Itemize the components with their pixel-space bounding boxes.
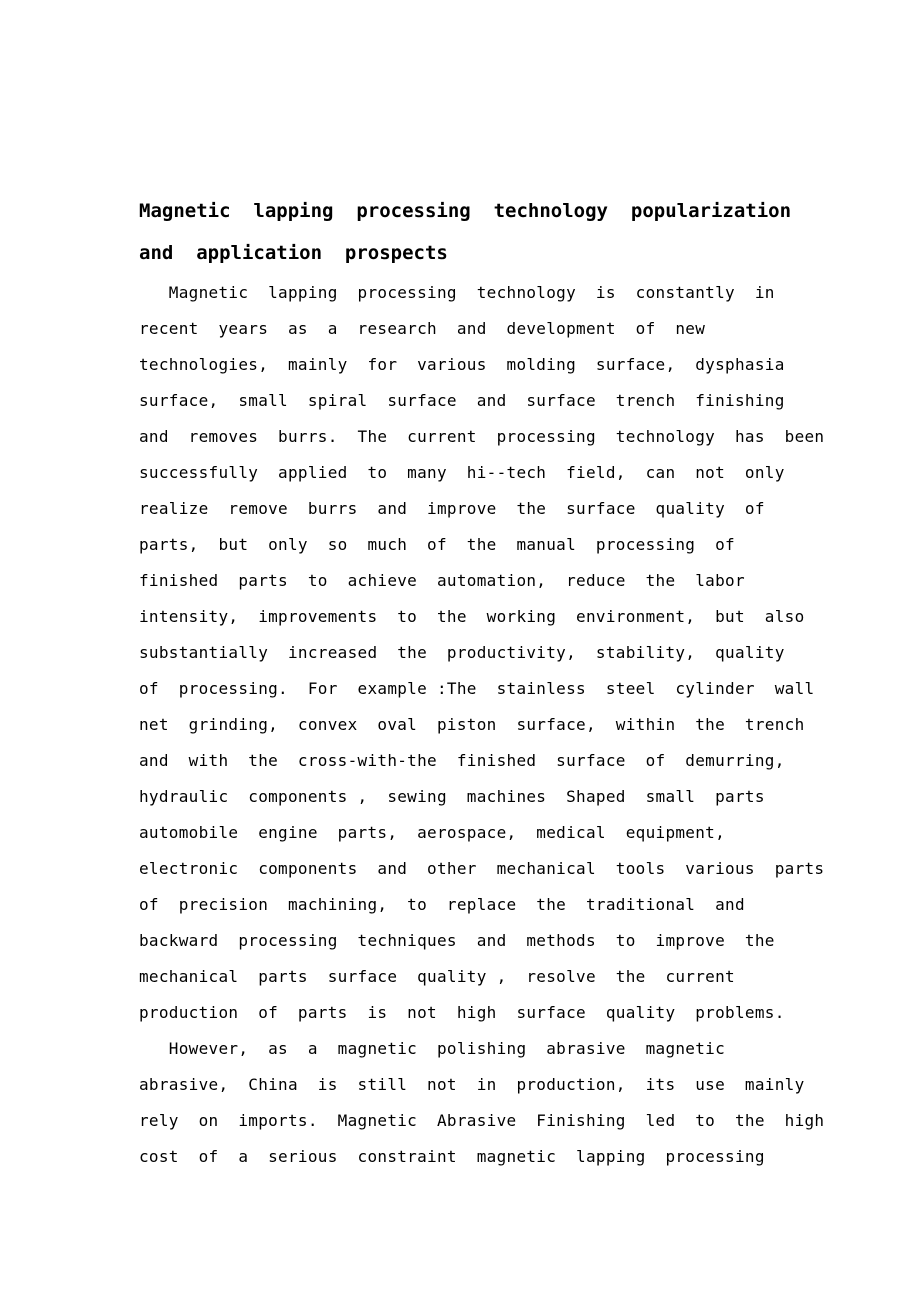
document-title-line-2: and application prospects bbox=[139, 242, 448, 264]
body-text-line: successfully applied to many hi--tech field, can not only bbox=[139, 463, 785, 482]
body-text-line: electronic components and other mechanical tools various parts bbox=[139, 859, 825, 878]
body-text-line: of precision machining, to replace the traditional and bbox=[139, 895, 745, 914]
body-text-line: of processing. For example :The stainless steel cylinder wall bbox=[139, 679, 815, 698]
body-text-line: surface, small spiral surface and surface trench finishing bbox=[139, 391, 785, 410]
body-text-line: However, as a magnetic polishing abrasive magnetic bbox=[139, 1039, 726, 1058]
body-text-line: rely on imports. Magnetic Abrasive Finishing led to the high bbox=[139, 1111, 825, 1130]
body-text-line: backward processing techniques and methods to improve the bbox=[139, 931, 775, 950]
body-text-line: parts, but only so much of the manual processing of bbox=[139, 535, 735, 554]
body-text-line: automobile engine parts, aerospace, medical equipment, bbox=[139, 823, 726, 842]
body-text-line: cost of a serious constraint magnetic lapping processing bbox=[139, 1147, 765, 1166]
body-text-line: recent years as a research and development of new bbox=[139, 319, 706, 338]
body-text-line: hydraulic components , sewing machines Shaped small parts bbox=[139, 787, 765, 806]
body-text-line: abrasive, China is still not in production, its use mainly bbox=[139, 1075, 805, 1094]
body-text-line: net grinding, convex oval piston surface, within the trench bbox=[139, 715, 805, 734]
body-text-line: and removes burrs. The current processing technology has been bbox=[139, 427, 825, 446]
body-text-line: mechanical parts surface quality , resolve the current bbox=[139, 967, 735, 986]
body-text-line: finished parts to achieve automation, reduce the labor bbox=[139, 571, 745, 590]
body-text-line: production of parts is not high surface quality problems. bbox=[139, 1003, 785, 1022]
document-title-line-1: Magnetic lapping processing technology popularization bbox=[139, 200, 792, 222]
body-text-line: Magnetic lapping processing technology is constantly in bbox=[139, 283, 775, 302]
body-text-line: technologies, mainly for various molding surface, dysphasia bbox=[139, 355, 785, 374]
body-text-line: intensity, improvements to the working environment, but also bbox=[139, 607, 805, 626]
body-text-line: realize remove burrs and improve the surface quality of bbox=[139, 499, 765, 518]
body-text-line: and with the cross-with-the finished surface of demurring, bbox=[139, 751, 785, 770]
body-text-line: substantially increased the productivity, stability, quality bbox=[139, 643, 785, 662]
